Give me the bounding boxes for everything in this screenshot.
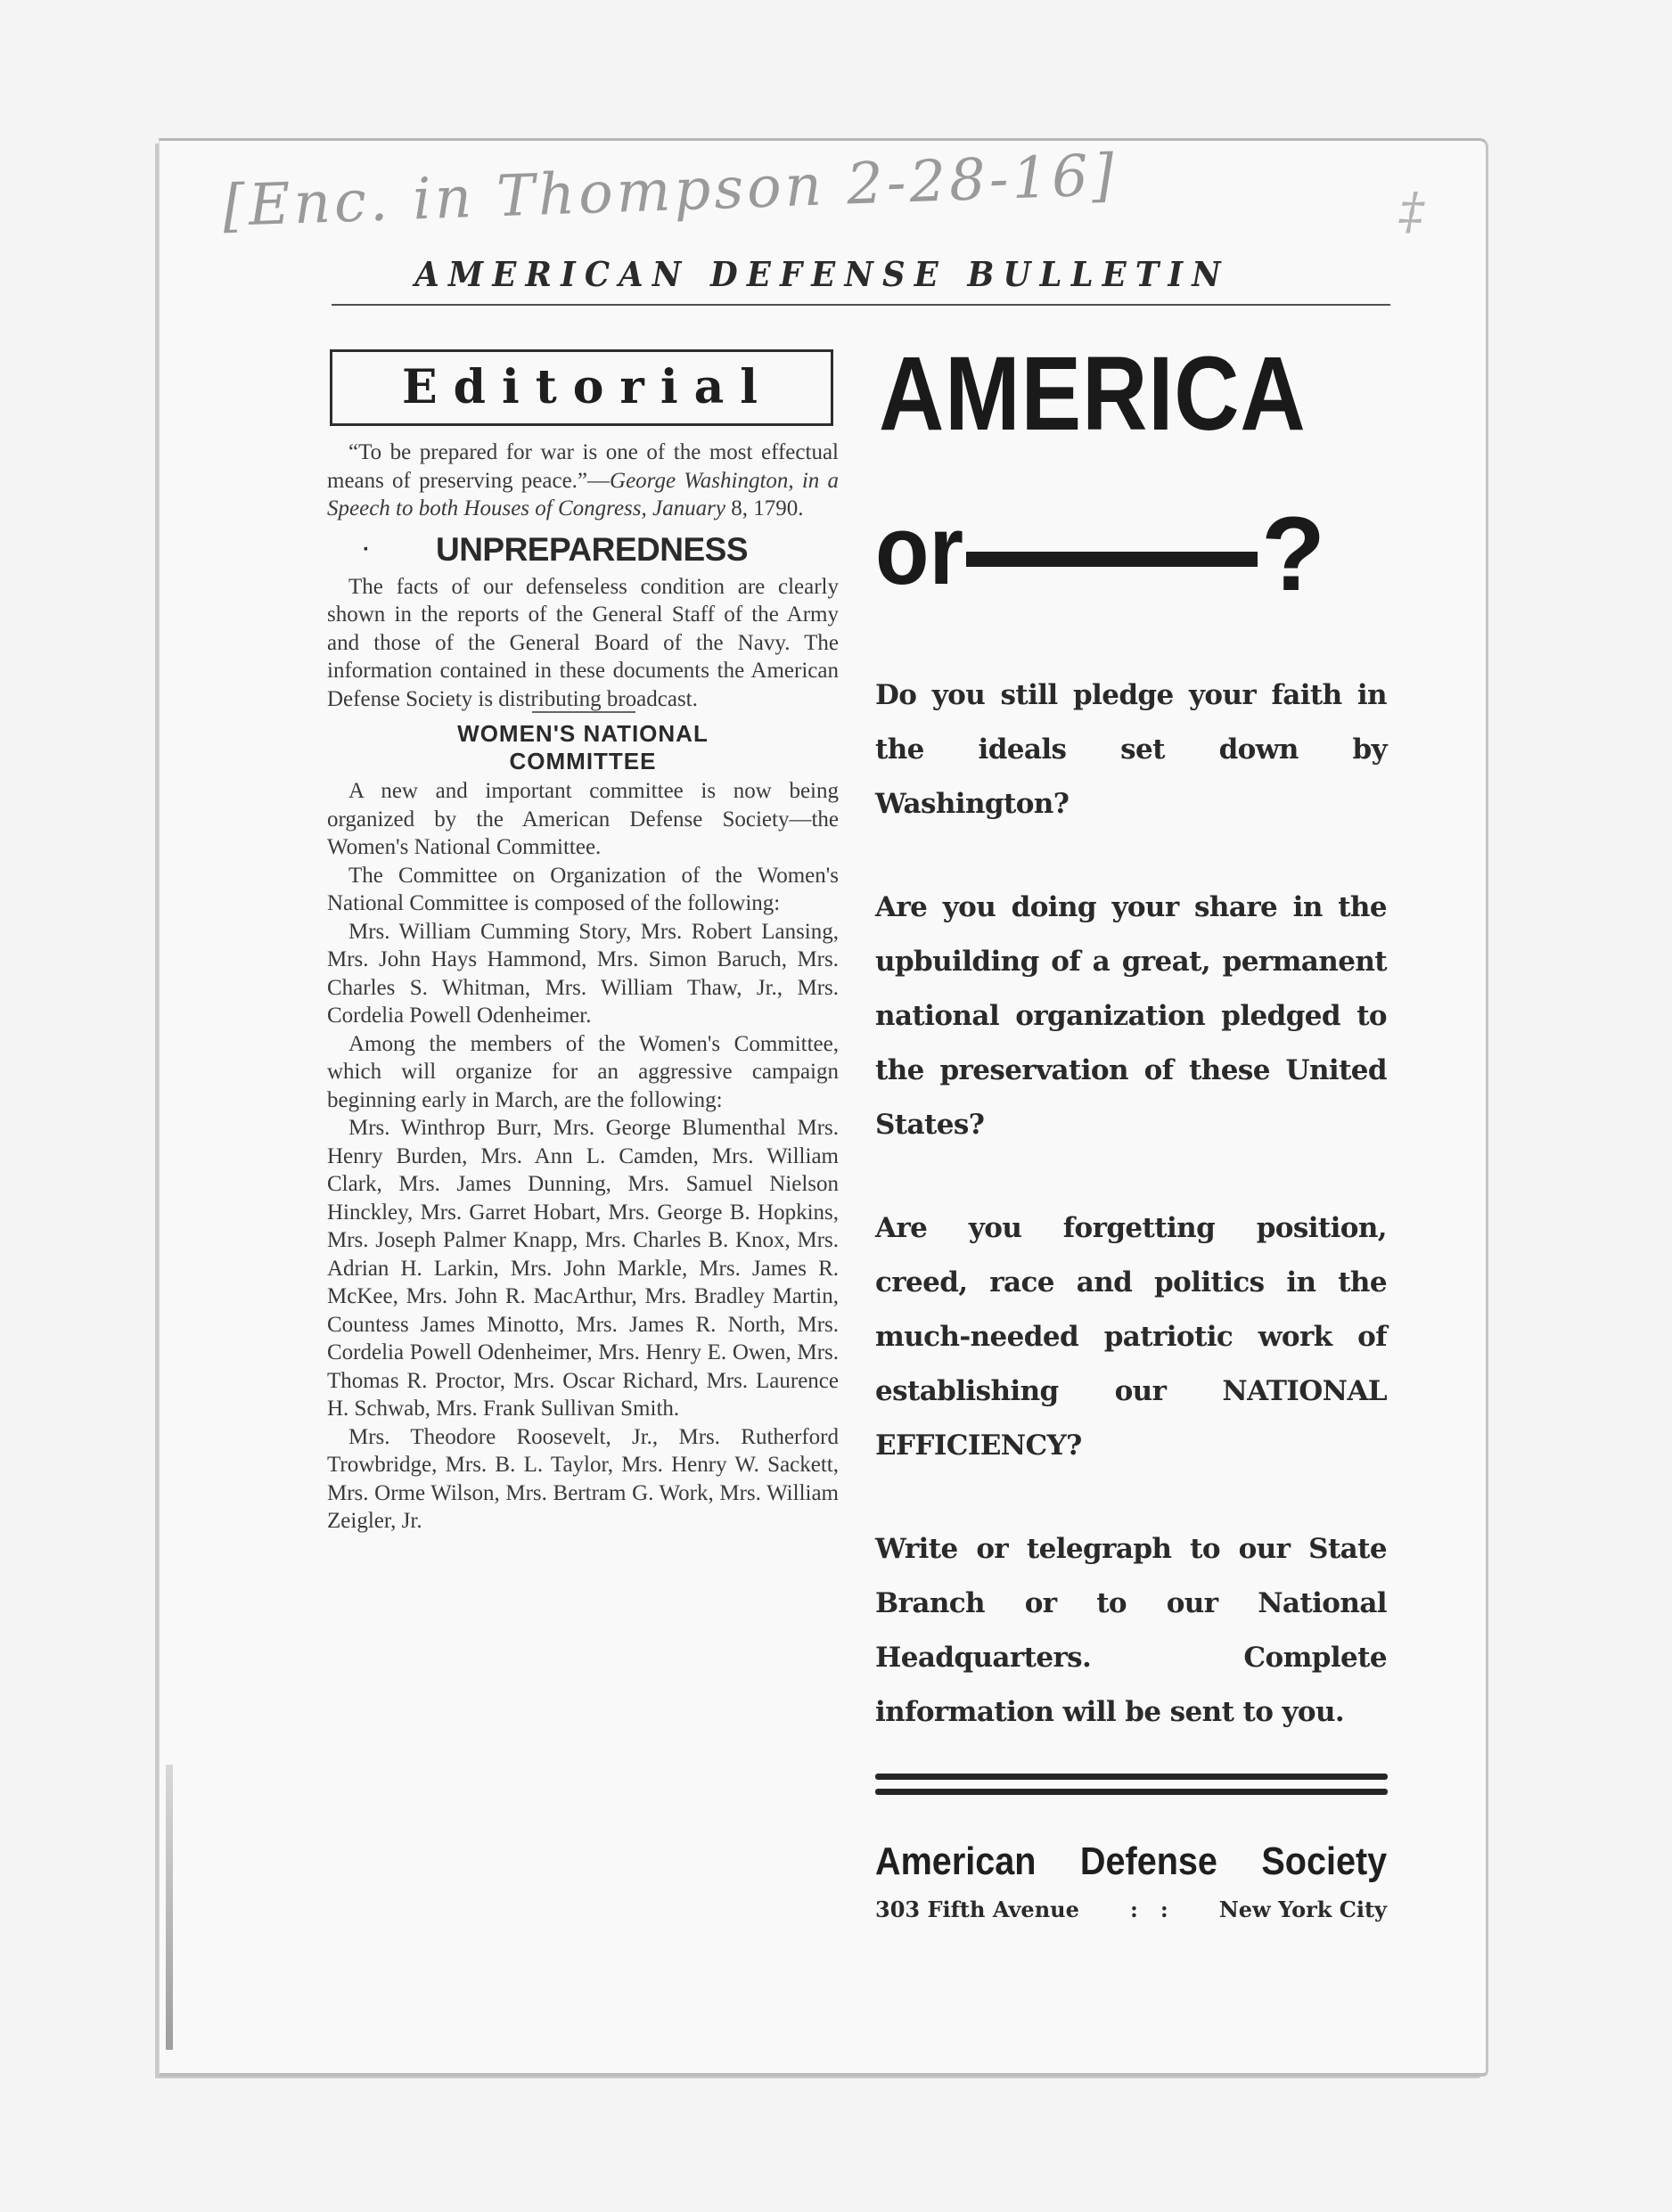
handwritten-margin-mark: ‡	[1399, 183, 1424, 241]
rule-line	[875, 1774, 1388, 1780]
unpreparedness-body: The facts of our defenseless condition are clearly shown in the reports of the General Staff of the Army and those of the General Board of the Navy. The information contained in these documents the American Defense Society is distributing broadcast.	[327, 574, 839, 711]
unpreparedness-heading	[327, 528, 839, 571]
appeal-question: Do you still pledge your faith in the ideals set down by Washington?	[875, 679, 1387, 820]
appeal-questions	[875, 668, 1387, 1740]
masthead-rule	[332, 304, 1390, 306]
society-address	[875, 1897, 1387, 1923]
or-blank-subhead	[875, 479, 1387, 613]
page-edge-shadow	[166, 1765, 173, 2050]
editorial-column	[327, 349, 839, 1536]
question-mark: ?	[1261, 496, 1326, 613]
bullet-mark: ·	[363, 537, 370, 561]
organization-committee-members: Mrs. William Cumming Story, Mrs. Robert Lansing, Mrs. John Hays Hammond, Mrs. Simon Baruch, Mrs. Charles S. Whitman, Mrs. William Thaw, Jr., Mrs. Cordelia Powell Odenheimer.	[327, 919, 839, 1028]
address-city: New York City	[1218, 1897, 1387, 1922]
quote-attribution: George Washington, in a Speech to both Houses of Congress, January	[327, 468, 839, 520]
washington-quote	[327, 438, 839, 523]
quote-date: 8, 1790.	[725, 496, 804, 520]
contact-instructions: Write or telegraph to our State Branch or to our National Headquarters. Complete information will be sent to you.	[875, 1533, 1387, 1728]
address-street: 303 Fifth Avenue	[875, 1897, 1079, 1922]
womens-committee-paragraph: The Committee on Organization of the Women's National Committee is composed of the following:	[327, 863, 839, 915]
committee-members-list: Mrs. Theodore Roosevelt, Jr., Mrs. Rutherford Trowbridge, Mrs. B. L. Taylor, Mrs. Henry W. Sackett, Mrs. Orme Wilson, Mrs. Bertram G. Work, Mrs. William Zeigler, Jr.	[327, 1424, 839, 1533]
society-name-word: American	[875, 1839, 1037, 1883]
appeal-question: Are you doing your share in the upbuilding of a great, permanent national organization pledged to the preservation of these United States?	[875, 891, 1387, 1141]
handwritten-annotation: [Enc. in Thompson 2-28-16]	[221, 142, 1119, 240]
womens-committee-paragraph: A new and important committee is now being organized by the American Defense Society—the Women's National Committee.	[327, 779, 839, 859]
editorial-title-box	[330, 349, 833, 426]
america-headline: AMERICA	[879, 335, 1307, 453]
appeal-question: Are you forgetting position, creed, race and politics in the much-needed patriotic work of establishing our NATIONAL EFFICIENCY?	[875, 1212, 1387, 1462]
address-separator: : :	[1129, 1897, 1168, 1922]
editorial-title: Editorial	[401, 360, 775, 415]
rule-line	[875, 1789, 1388, 1795]
masthead-title: AMERICAN DEFENSE BULLETIN	[414, 254, 1230, 294]
double-rule-divider	[875, 1774, 1388, 1795]
womens-committee-heading-line2: COMMITTEE	[509, 748, 657, 774]
society-name	[875, 1839, 1387, 1884]
unpreparedness-heading-text: UNPREPAREDNESS	[435, 530, 749, 568]
blank-rule	[966, 552, 1258, 567]
womens-committee-paragraph: Among the members of the Women's Committee, which will organize for an aggressive campaign beginning early in March, are the following:	[327, 1031, 839, 1112]
appeal-column	[875, 335, 1388, 1923]
society-name-word: Society	[1261, 1839, 1388, 1883]
or-word: or	[875, 496, 963, 605]
committee-members-list: Mrs. Winthrop Burr, Mrs. George Blumenthal Mrs. Henry Burden, Mrs. Ann L. Camden, Mrs. William Clark, Mrs. James Dunning, Mrs. Samuel Nielson Hinckley, Mrs. Garret Hobart, Mrs. George B. Hopkins, Mrs. Joseph Palmer Knapp, Mrs. Charles B. Knox, Mrs. Adrian H. Larkin, Mrs. John Markle, Mrs. James R. McKee, Mrs. John R. MacArthur, Mrs. Bradley Martin, Countess James Minotto, Mrs. James R. North, Mrs. Cordelia Powell Odenheimer, Mrs. Henry E. Owen, Mrs. Thomas R. Proctor, Mrs. Oscar Richard, Mrs. Laurence H. Schwab, Mrs. Frank Sullivan Smith.	[327, 1116, 839, 1421]
womens-committee-heading	[327, 720, 839, 775]
womens-committee-heading-line1: WOMEN'S NATIONAL	[457, 720, 709, 747]
quote-text: “To be prepared for war is one of the most effectual means of preserving peace.”—	[327, 440, 839, 493]
society-name-word: Defense	[1079, 1839, 1217, 1883]
